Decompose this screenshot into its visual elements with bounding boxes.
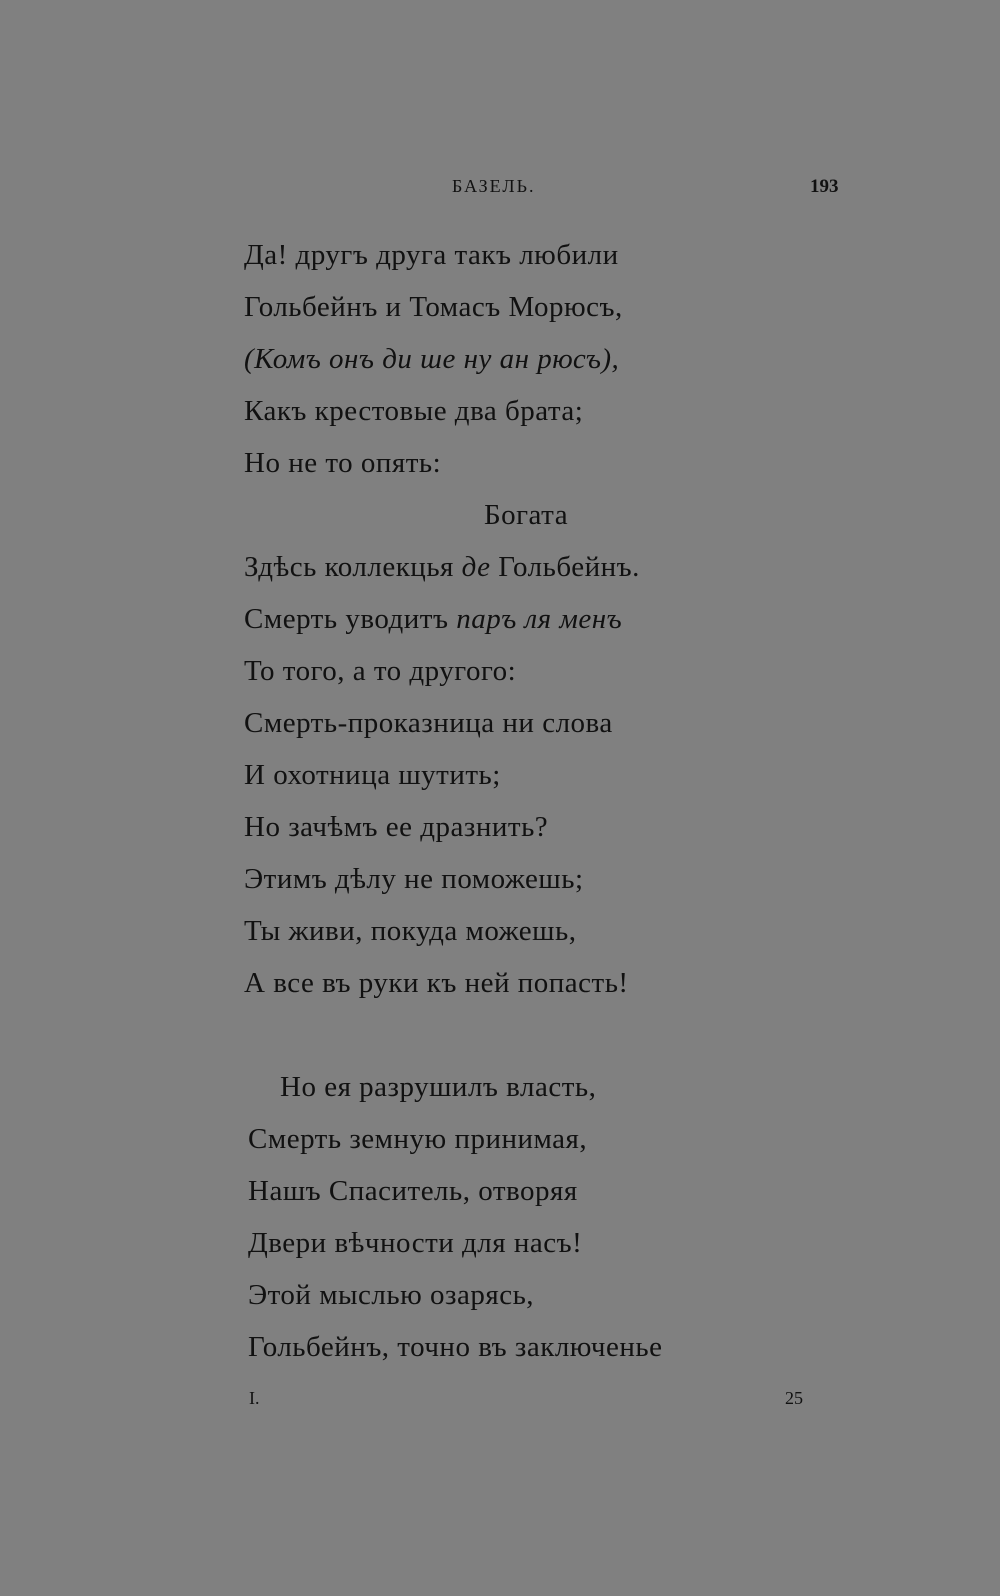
- verse-line: Да! другъ друга такъ любили: [244, 239, 619, 271]
- verse-line: Нашъ Спаситель, отворяя: [248, 1175, 578, 1207]
- signature-mark: I.: [249, 1388, 260, 1408]
- verse-line: Но зачѣмъ ее дразнить?: [244, 811, 549, 843]
- verse-text: Смерть уводитъ: [244, 603, 457, 635]
- verse-line: [244, 602, 622, 636]
- verse-line: И охотница шутить;: [244, 759, 501, 791]
- verse-line: Гольбейнъ и Томасъ Морюсъ,: [244, 291, 623, 323]
- verse-line: Гольбейнъ, точно въ заключенье: [248, 1331, 663, 1363]
- verse-line: Смерть-проказница ни слова: [244, 707, 613, 739]
- verse-line: Какъ крестовые два брата;: [244, 395, 584, 427]
- verse-text: Здѣсь коллекцья: [244, 551, 462, 583]
- verse-line: (Комъ онъ ди ше ну ан рюсъ),: [244, 343, 620, 375]
- verse-line: Ты живи, покуда можешь,: [244, 915, 577, 947]
- verse-line: Смерть земную принимая,: [248, 1123, 588, 1155]
- page-number: 193: [810, 176, 839, 197]
- verse-line: Этимъ дѣлу не поможешь;: [244, 863, 584, 895]
- verse-italic-text: де: [461, 551, 491, 583]
- verse-line: Этой мыслью озарясь,: [248, 1279, 535, 1311]
- verse-italic-text: паръ ля менъ: [456, 603, 623, 635]
- verse-line: То того, а то другого:: [244, 655, 517, 687]
- verse-text: Гольбейнъ.: [490, 551, 640, 583]
- verse-line: Богата: [484, 499, 569, 531]
- verse-line: А все въ руки къ ней попасть!: [244, 967, 629, 999]
- verse-line: Двери вѣчности для насъ!: [248, 1227, 583, 1259]
- verse-line: Но ея разрушилъ власть,: [280, 1071, 597, 1103]
- verse-line: [244, 550, 640, 584]
- verse-line: Но не то опять:: [244, 447, 442, 479]
- signature-number: 25: [785, 1388, 803, 1408]
- running-head: БАЗЕЛЬ.: [452, 176, 536, 196]
